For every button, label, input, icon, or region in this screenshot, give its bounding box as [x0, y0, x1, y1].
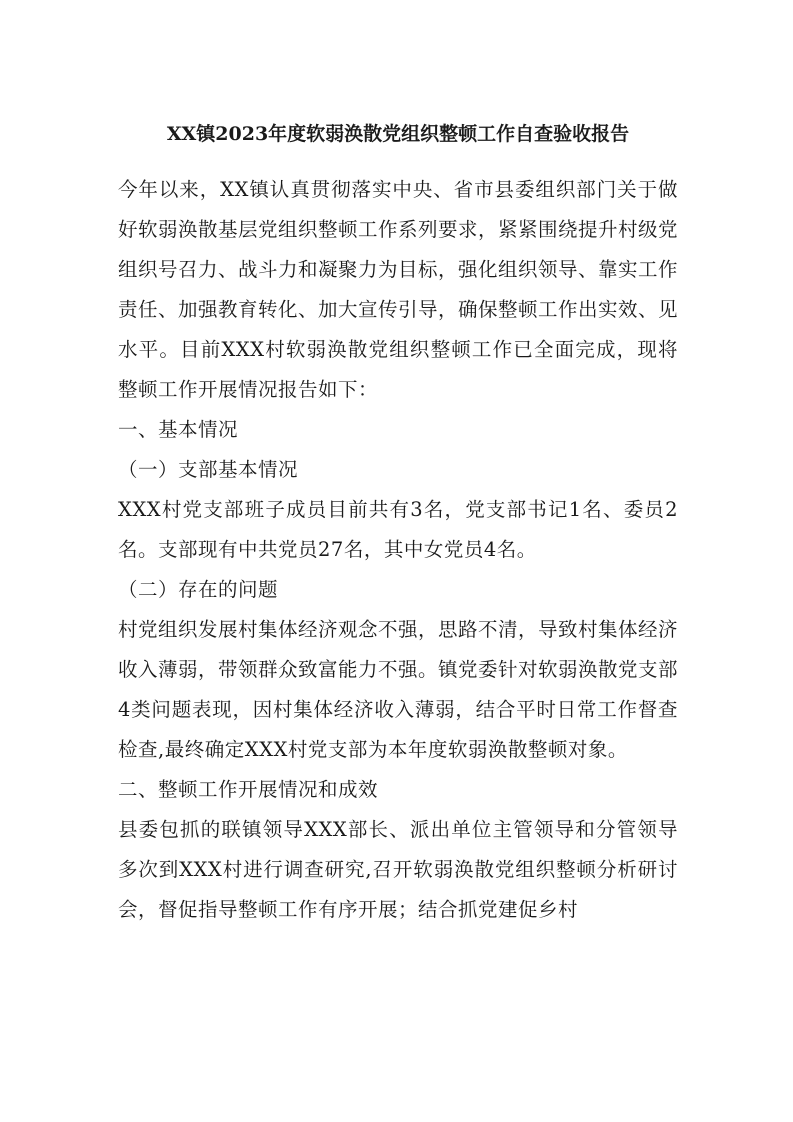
- intro-paragraph: 今年以来，XX镇认真贯彻落实中央、省市县委组织部门关于做好软弱涣散基层党组织整顿工作系列要求，紧紧围绕提升村级党组织号召力、战斗力和凝聚力为目标，强化组织领导、靠实工作责任、加强教育转化、加大宣传引导，确保整顿工作出实效、见水平。目前XXX村软弱涣散党组织整顿工作已全面完成，现将整顿工作开展情况报告如下：: [118, 178, 679, 401]
- subsection-1-heading: （一）支部基本情况: [118, 458, 299, 481]
- document-title: XX镇2023年度软弱涣散党组织整顿工作自查验收报告: [166, 123, 630, 145]
- section-1-heading: 一、基本情况: [118, 418, 239, 441]
- subsection-2-heading: （二）存在的问题: [118, 578, 279, 601]
- section-2-heading: 二、整顿工作开展情况和成效: [118, 778, 379, 801]
- section-2-paragraph: 县委包抓的联镇领导XXX部长、派出单位主管领导和分管领导多次到XXX村进行调查研究,召开软弱涣散党组织整顿分析研讨会，督促指导整顿工作有序开展；结合抓党建促乡村: [118, 818, 678, 921]
- subsection-2-paragraph: 村党组织发展村集体经济观念不强，思路不清，导致村集体经济收入薄弱，带领群众致富能力不强。镇党委针对软弱涣散党支部4类问题表现，因村集体经济收入薄弱，结合平时日常工作督查检查,最终确定XXX村党支部为本年度软弱涣散整顿对象。: [118, 618, 679, 761]
- subsection-1-paragraph: XXX村党支部班子成员目前共有3名，党支部书记1名、委员2名。支部现有中共党员27名，其中女党员4名。: [118, 498, 678, 561]
- document-page: [118, 118, 678, 930]
